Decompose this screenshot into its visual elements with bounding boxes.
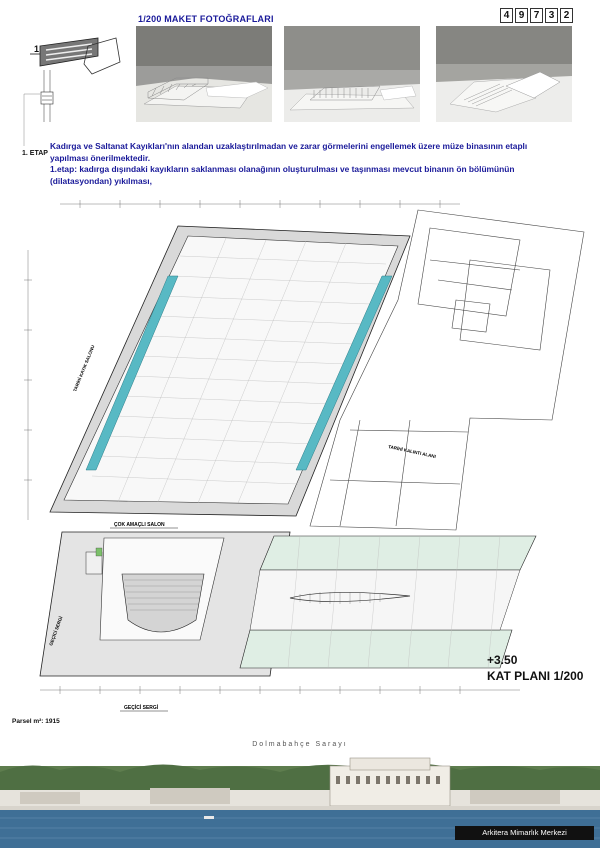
ref-digit: 9 — [515, 8, 528, 23]
etap-number: 1 — [34, 44, 40, 54]
parcel-area: Parsel m²: 1915 — [12, 718, 60, 725]
credit-badge: Arkitera Mimarlık Merkezi — [455, 826, 594, 840]
reference-number — [500, 8, 573, 23]
model-photo-2 — [284, 26, 420, 122]
palace-title: Dolmabahçe Sarayı — [252, 741, 348, 748]
key-diagram — [20, 34, 130, 150]
description — [50, 141, 590, 187]
gecici-sergi-bottom-label: GEÇİCİ SERGİ — [124, 705, 159, 711]
ref-digit: 4 — [500, 8, 513, 23]
etap-label: 1. ETAP — [22, 150, 48, 157]
ref-digit: 7 — [530, 8, 543, 23]
ref-digit: 2 — [560, 8, 573, 23]
tarihi-kalinti-label: TARİHİ KALINTI ALANI — [387, 444, 437, 460]
floor-plan-title: KAT PLANI 1/200 — [487, 669, 584, 683]
model-photo-1 — [136, 26, 272, 122]
storage-bottom — [240, 630, 512, 668]
cok-amacli-label: ÇOK AMAÇLI SALON — [114, 522, 165, 528]
description-line: 1.etap: kadırga dışındaki kayıkların saklanması olanağının oluşturulması ve taşınması mevcut binanın ön bölümünün — [50, 164, 515, 174]
description-line: (dilatasyondan) yıkılması, — [50, 175, 152, 186]
gecici-sergi-side-label: GEÇİCİ SERGİ — [48, 615, 64, 647]
model-photo-3 — [436, 26, 572, 122]
model-photos-title: 1/200 MAKET FOTOĞRAFLARI — [138, 14, 274, 24]
description-line: Kadırga ve Saltanat Kayıkları'nın alandan uzaklaştırılmadan ve zarar görmelerini engellemek üzere müze binasının etaplı — [50, 141, 528, 151]
ref-digit: 3 — [545, 8, 558, 23]
description-line: yapılması önerilmektedir. — [50, 152, 151, 163]
elevation-label: +3.50 — [487, 653, 518, 667]
tarihi-kayik-label: TARİHİ KAYIK SALONU — [72, 344, 96, 393]
storage-top — [260, 536, 536, 570]
